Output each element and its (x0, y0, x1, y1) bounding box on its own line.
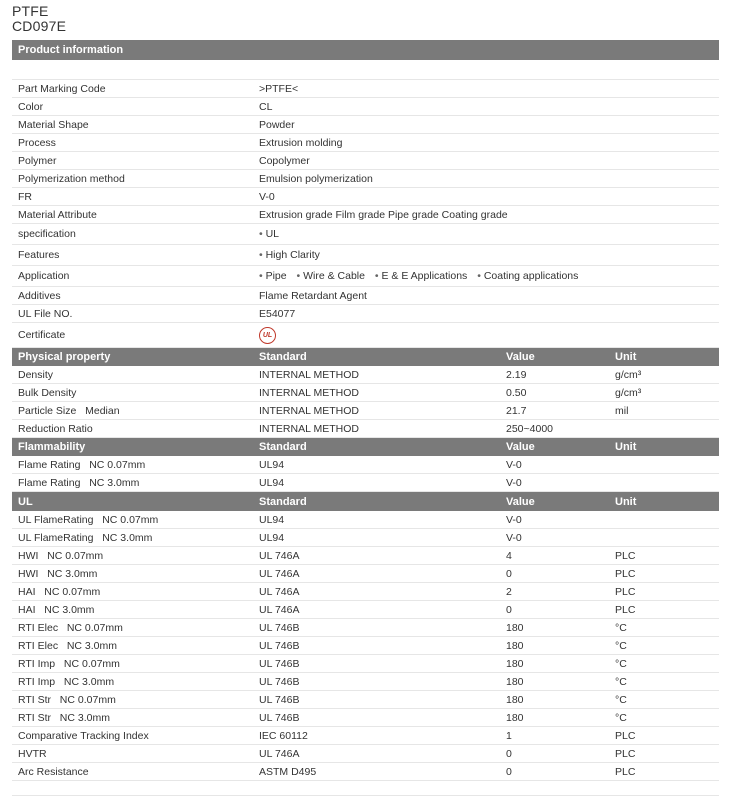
property-value: V-0 (506, 476, 522, 489)
table-row (12, 637, 719, 655)
col-unit: Unit (615, 495, 637, 508)
bullet-item: • Coating applications (477, 270, 578, 282)
col-unit: Unit (615, 441, 637, 453)
material-name: PTFE (12, 3, 49, 19)
property-name: UL FlameRating NC 3.0mm (18, 531, 153, 544)
spacer-row (12, 60, 719, 80)
col-value: Value (506, 495, 535, 508)
info-label: Process (18, 136, 56, 149)
property-name: Reduction Ratio (18, 422, 93, 435)
info-value: CL (259, 100, 273, 113)
info-label: Application (18, 270, 70, 282)
property-standard: UL 746B (259, 639, 300, 652)
property-unit: g/cm³ (615, 368, 642, 381)
info-label: Polymer (18, 154, 57, 167)
table-row (12, 709, 719, 727)
table-row (12, 745, 719, 763)
col-value: Value (506, 351, 535, 363)
info-value (259, 228, 719, 240)
property-standard: UL 746A (259, 585, 300, 598)
property-standard: UL 746A (259, 567, 300, 580)
info-row (12, 152, 719, 170)
physical-header (12, 348, 719, 366)
property-value: V-0 (506, 531, 522, 544)
property-unit: °C (615, 639, 627, 652)
info-label: Material Shape (18, 118, 89, 131)
info-row (12, 170, 719, 188)
property-standard: UL94 (259, 458, 285, 471)
property-value: V-0 (506, 513, 522, 526)
bullet-item: • Wire & Cable (297, 270, 365, 282)
table-row (12, 727, 719, 745)
property-unit: °C (615, 657, 627, 670)
property-standard: UL 746B (259, 711, 300, 724)
info-value: Powder (259, 118, 295, 131)
property-standard: UL94 (259, 531, 285, 544)
col-name: UL (18, 495, 33, 508)
col-standard: Standard (259, 441, 307, 453)
property-name: Bulk Density (18, 386, 77, 399)
table-row (12, 655, 719, 673)
table-row (12, 511, 719, 529)
info-value: Flame Retardant Agent (259, 289, 367, 302)
info-value: E54077 (259, 307, 296, 320)
table-row (12, 420, 719, 438)
property-unit: PLC (615, 567, 636, 580)
info-label: specification (18, 228, 76, 240)
table-row (12, 565, 719, 583)
table-row (12, 619, 719, 637)
info-label: Polymerization method (18, 172, 125, 185)
property-standard: INTERNAL METHOD (259, 404, 359, 417)
col-standard: Standard (259, 351, 307, 363)
product-info-header (12, 40, 719, 60)
info-row (12, 305, 719, 323)
property-unit: PLC (615, 765, 636, 778)
grade-code: CD097E (12, 18, 67, 34)
info-label: Features (18, 249, 60, 261)
property-value: 2.19 (506, 368, 527, 381)
property-value: 1 (506, 729, 512, 742)
table-row (12, 547, 719, 565)
certificate-row (12, 323, 719, 348)
info-row (12, 80, 719, 98)
table-row (12, 366, 719, 384)
info-label: Material Attribute (18, 208, 97, 221)
specification-row (12, 224, 719, 245)
bullet-item: • Pipe (259, 270, 287, 282)
info-label: Color (18, 100, 44, 113)
info-value (259, 327, 719, 344)
property-value: 180 (506, 693, 524, 706)
property-value: 0 (506, 567, 512, 580)
table-row (12, 583, 719, 601)
property-unit: PLC (615, 603, 636, 616)
info-value: Emulsion polymerization (259, 172, 373, 185)
property-unit: PLC (615, 549, 636, 562)
property-standard: INTERNAL METHOD (259, 386, 359, 399)
info-value: V-0 (259, 190, 275, 203)
bullet-item: • E & E Applications (375, 270, 467, 282)
info-value (259, 249, 719, 261)
property-unit: °C (615, 675, 627, 688)
info-label: UL File NO. (18, 307, 73, 320)
title-block (12, 4, 66, 34)
property-standard: UL 746B (259, 675, 300, 688)
info-label: Additives (18, 289, 61, 302)
bullet-item: • UL (259, 228, 279, 240)
property-value: 2 (506, 585, 512, 598)
ul-table-body (12, 511, 719, 781)
property-value: 180 (506, 675, 524, 688)
info-value (259, 270, 719, 282)
property-value: 250~4000 (506, 422, 554, 435)
ul-header (12, 492, 719, 511)
col-value: Value (506, 441, 535, 453)
property-value: 180 (506, 711, 524, 724)
property-value: 180 (506, 657, 524, 670)
property-unit: g/cm³ (615, 386, 642, 399)
property-standard: UL 746B (259, 693, 300, 706)
property-value: 180 (506, 621, 524, 634)
info-row (12, 134, 719, 152)
info-row (12, 116, 719, 134)
property-standard: UL 746A (259, 603, 300, 616)
table-row (12, 456, 719, 474)
info-label: Certificate (18, 329, 66, 341)
property-standard: INTERNAL METHOD (259, 422, 359, 435)
bottom-divider (12, 795, 719, 796)
info-value: Extrusion molding (259, 136, 343, 149)
property-unit: PLC (615, 729, 636, 742)
property-unit: °C (615, 693, 627, 706)
info-value: Copolymer (259, 154, 310, 167)
property-name: HWI NC 3.0mm (18, 567, 98, 580)
property-standard: UL 746B (259, 621, 300, 634)
property-standard: IEC 60112 (259, 729, 308, 742)
info-value: Extrusion grade Film grade Pipe grade Coating grade (259, 208, 508, 221)
property-name: RTI Imp NC 3.0mm (18, 675, 115, 688)
col-standard: Standard (259, 495, 307, 508)
property-unit: °C (615, 621, 627, 634)
property-value: 0 (506, 765, 512, 778)
property-value: 0 (506, 747, 512, 760)
property-value: 0.50 (506, 386, 527, 399)
property-name: Flame Rating NC 0.07mm (18, 458, 146, 471)
property-standard: UL94 (259, 476, 285, 489)
property-value: V-0 (506, 458, 522, 471)
property-value: 0 (506, 603, 512, 616)
property-standard: UL94 (259, 513, 285, 526)
property-name: Particle Size Median (18, 404, 120, 417)
property-name: RTI Str NC 0.07mm (18, 693, 116, 706)
application-row (12, 266, 719, 287)
section-title: Product information (18, 44, 124, 56)
table-row (12, 529, 719, 547)
table-row (12, 384, 719, 402)
info-label: Part Marking Code (18, 82, 106, 95)
property-name: HAI NC 0.07mm (18, 585, 101, 598)
property-value: 21.7 (506, 404, 527, 417)
property-name: RTI Elec NC 3.0mm (18, 639, 117, 652)
property-name: HAI NC 3.0mm (18, 603, 95, 616)
col-name: Physical property (18, 351, 111, 363)
property-name: RTI Str NC 3.0mm (18, 711, 110, 724)
property-value: 180 (506, 639, 524, 652)
property-standard: UL 746B (259, 657, 300, 670)
property-name: RTI Imp NC 0.07mm (18, 657, 120, 670)
info-row (12, 188, 719, 206)
info-value: >PTFE< (259, 82, 299, 95)
property-name: Comparative Tracking Index (18, 729, 149, 742)
col-unit: Unit (615, 351, 637, 363)
table-row (12, 402, 719, 420)
col-name: Flammability (18, 441, 86, 453)
datasheet (12, 40, 719, 796)
property-standard: UL 746A (259, 549, 300, 562)
property-name: UL FlameRating NC 0.07mm (18, 513, 159, 526)
info-row (12, 287, 719, 305)
table-row (12, 474, 719, 492)
table-row (12, 601, 719, 619)
property-name: Density (18, 368, 54, 381)
property-name: RTI Elec NC 0.07mm (18, 621, 123, 634)
features-row (12, 245, 719, 266)
info-label: FR (18, 190, 32, 203)
table-row (12, 673, 719, 691)
property-name: Arc Resistance (18, 765, 89, 778)
info-row (12, 98, 719, 116)
property-name: HVTR (18, 747, 47, 760)
property-standard: ASTM D495 (259, 765, 317, 778)
bullet-item: • High Clarity (259, 249, 320, 261)
property-standard: INTERNAL METHOD (259, 368, 359, 381)
flammability-header (12, 438, 719, 456)
property-name: HWI NC 0.07mm (18, 549, 104, 562)
property-value: 4 (506, 549, 512, 562)
info-row (12, 206, 719, 224)
property-name: Flame Rating NC 3.0mm (18, 476, 140, 489)
property-unit: PLC (615, 747, 636, 760)
table-row (12, 763, 719, 781)
property-unit: mil (615, 404, 629, 417)
property-standard: UL 746A (259, 747, 300, 760)
property-unit: PLC (615, 585, 636, 598)
table-row (12, 691, 719, 709)
ul-certification-icon: UL (259, 327, 276, 344)
property-unit: °C (615, 711, 627, 724)
